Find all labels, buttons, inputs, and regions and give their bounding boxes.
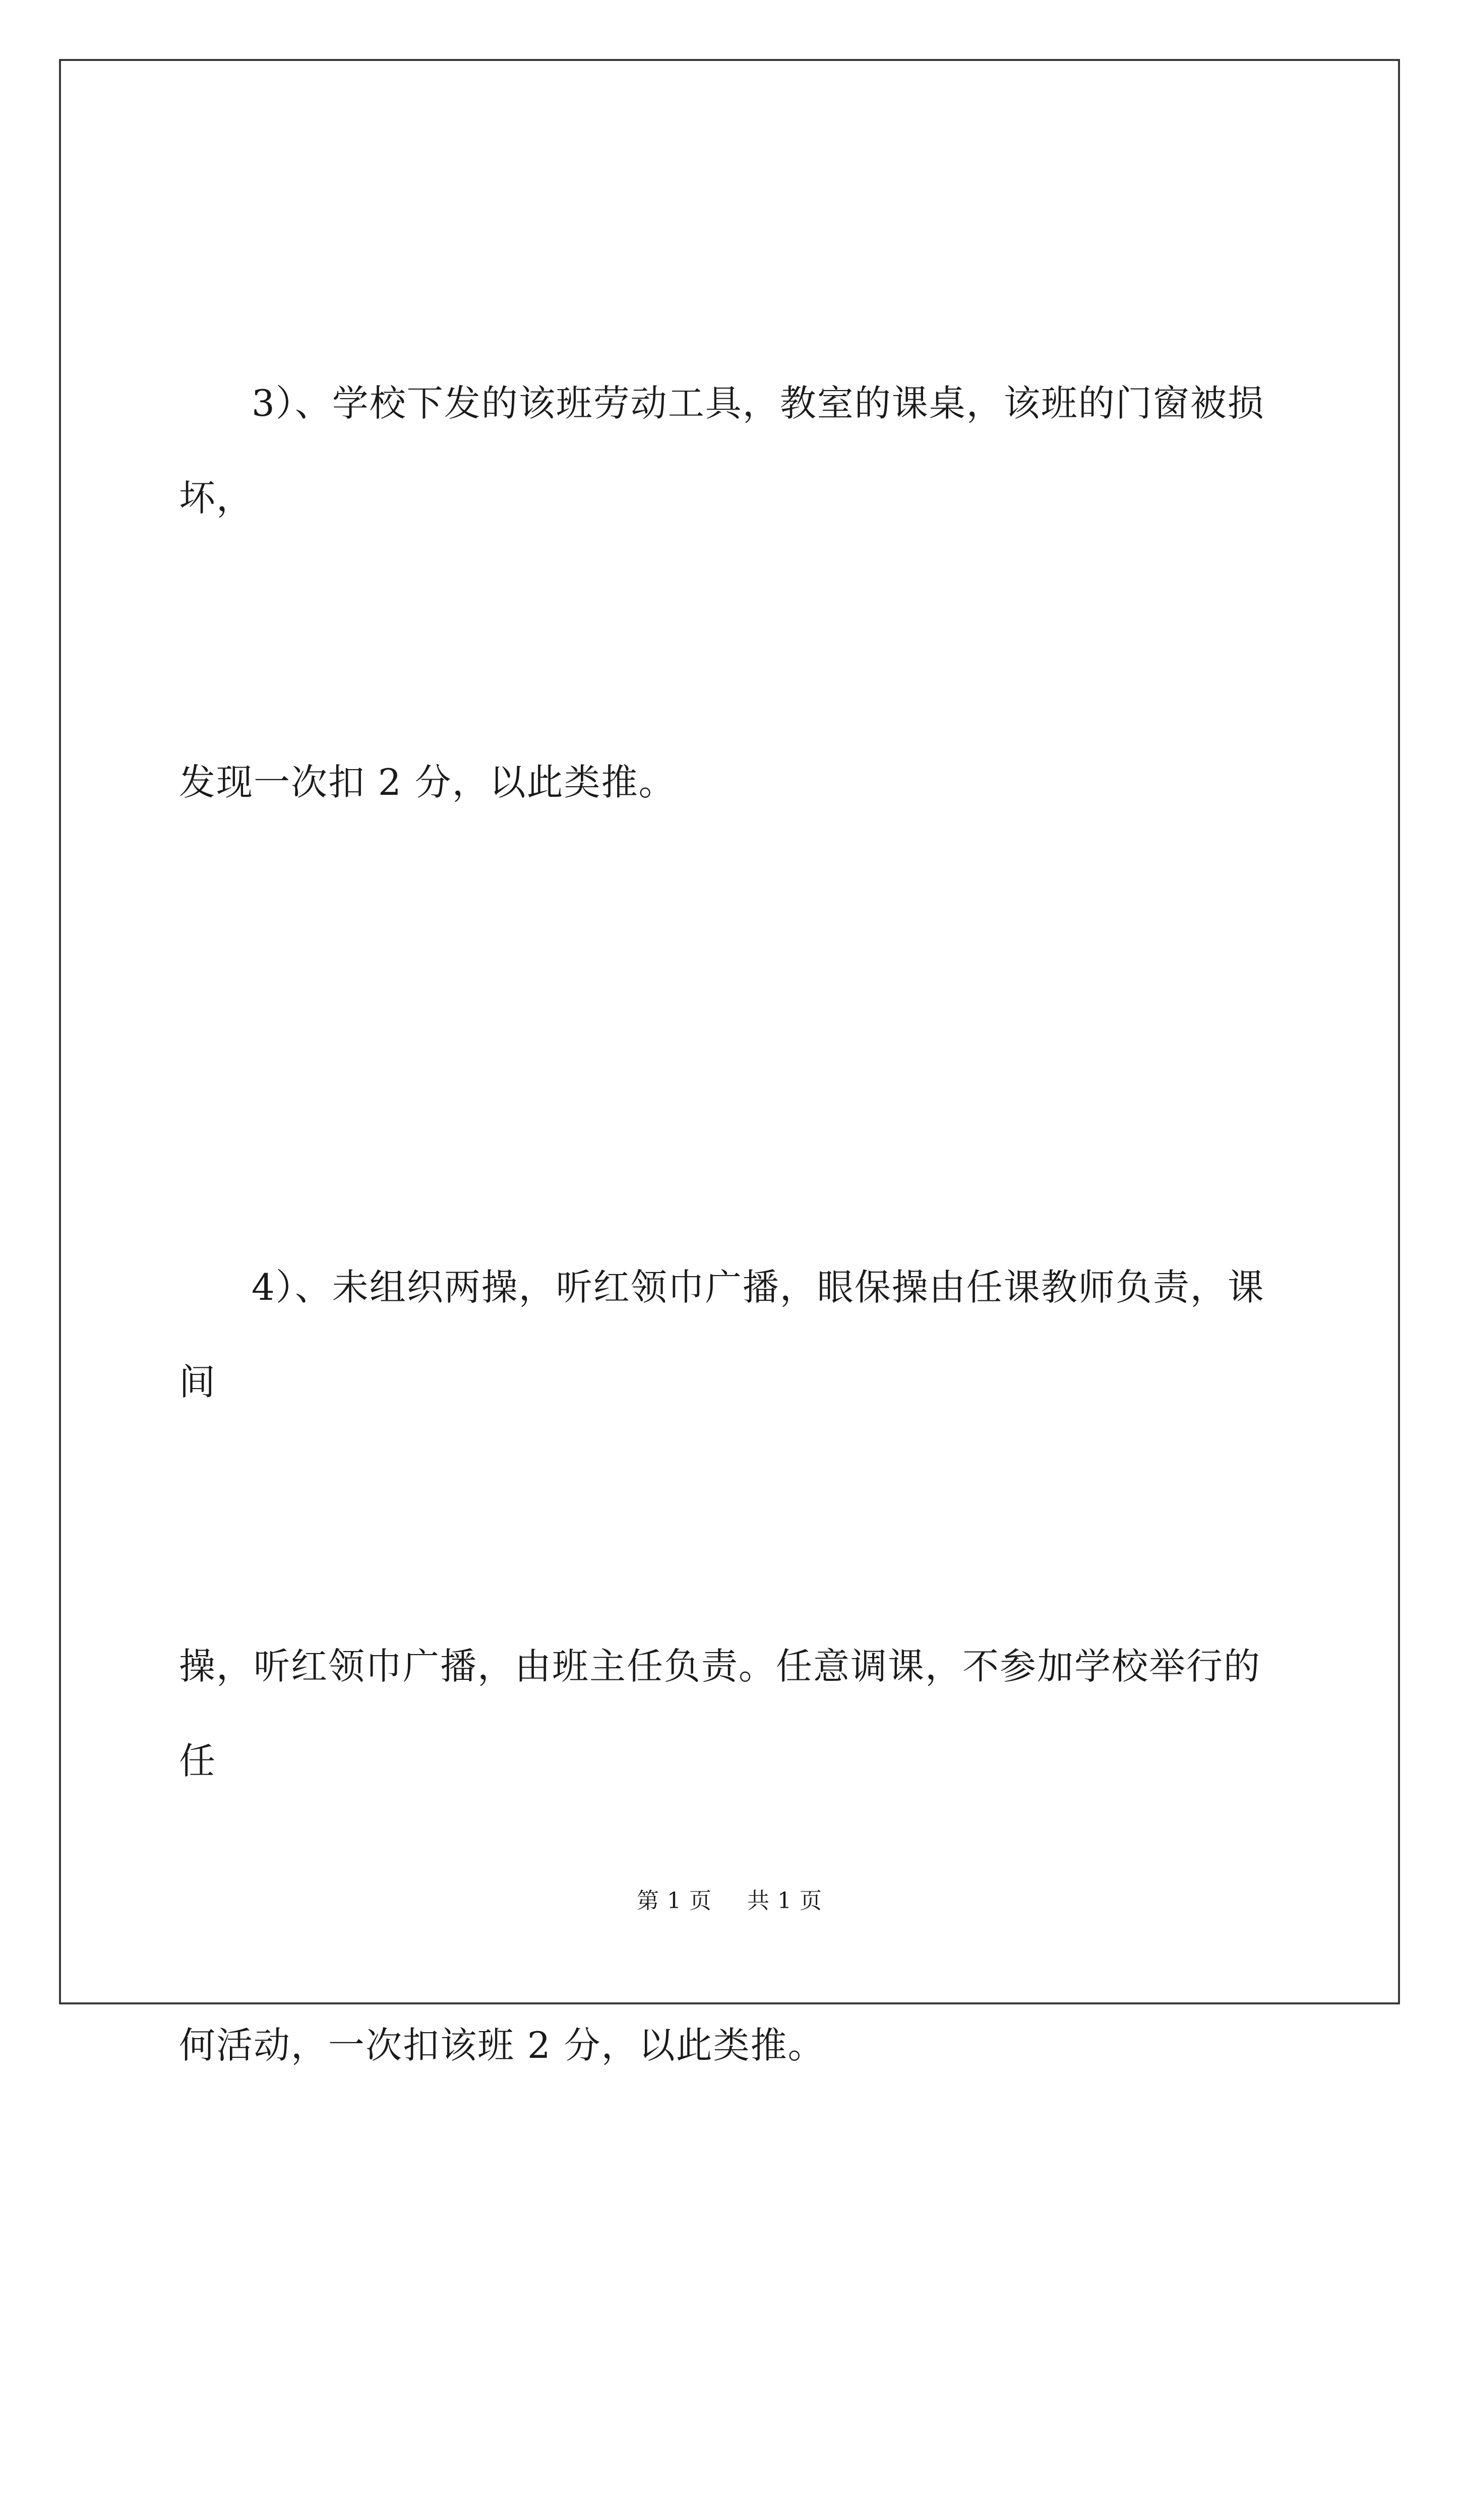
text-line: 操，听红领巾广播，由班主任负责。任意调课，不参加学校举行的任	[179, 1645, 1261, 1782]
document-body	[179, 166, 1288, 2520]
page-footer	[0, 1882, 1459, 1915]
text-line: 3）、学校下发的该班劳动工具，教室的课桌，该班的门窗被损坏，	[179, 382, 1265, 519]
text-line: 发现一次扣 2 分，以此类推。	[179, 761, 676, 803]
paragraph-item-5	[179, 2313, 1288, 2520]
paragraph-item-3	[179, 166, 1288, 1019]
text-line	[179, 2503, 1288, 2520]
page-number: 第 1 页	[637, 1888, 712, 1914]
paragraph-item-4	[179, 1050, 1288, 2282]
page-total: 共 1 页	[747, 1888, 822, 1914]
text-line: 4）、未组织两操，听红领巾广播，眼保操由任课教师负责，课间	[179, 1266, 1265, 1403]
text-line: 何活动，一次扣该班 2 分，以此类推。	[179, 2024, 825, 2066]
